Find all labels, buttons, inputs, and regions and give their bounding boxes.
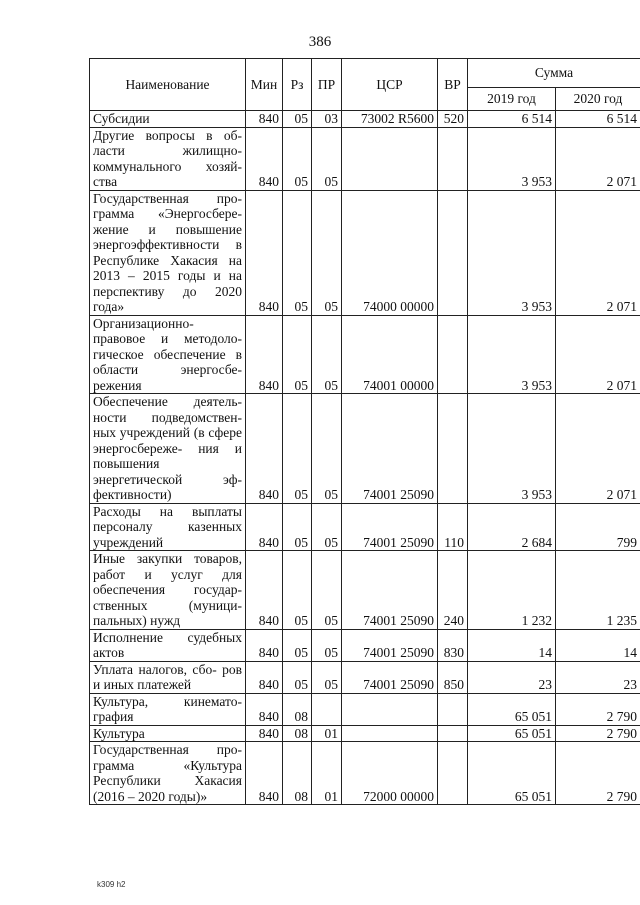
table-row [90, 111, 640, 128]
row-pr: 03 [312, 111, 342, 128]
table-body [90, 111, 640, 805]
row-name: Культура [90, 725, 246, 742]
header-name: Наименование [90, 59, 246, 111]
row-name: Расходы на выплаты персоналу казенных учреждений [90, 503, 246, 551]
row-pr: 05 [312, 629, 342, 661]
row-vr: 110 [438, 503, 468, 551]
row-vr [438, 190, 468, 315]
table-row [90, 693, 640, 725]
row-sum-2019: 14 [468, 629, 556, 661]
row-sum-2020: 2 790 [556, 693, 640, 725]
row-csr: 74000 00000 [342, 190, 438, 315]
row-min: 840 [246, 127, 283, 190]
row-pr: 05 [312, 394, 342, 504]
row-name: Исполнение судебных актов [90, 629, 246, 661]
row-vr: 520 [438, 111, 468, 128]
row-sum-2019: 1 232 [468, 551, 556, 630]
table-row [90, 661, 640, 693]
row-pr: 05 [312, 661, 342, 693]
header-year-2019: 2019 год [468, 88, 556, 111]
row-rz: 05 [283, 661, 312, 693]
row-sum-2020: 2 790 [556, 742, 640, 805]
table-row [90, 190, 640, 315]
row-sum-2020: 2 071 [556, 190, 640, 315]
row-sum-2020: 799 [556, 503, 640, 551]
row-sum-2019: 3 953 [468, 127, 556, 190]
row-sum-2019: 3 953 [468, 190, 556, 315]
row-min: 840 [246, 693, 283, 725]
row-sum-2019: 3 953 [468, 315, 556, 394]
row-name: Другие вопросы в об- ласти жилищно- коммунального хозяй- ства [90, 127, 246, 190]
row-csr: 74001 25090 [342, 503, 438, 551]
header-vr: ВР [438, 59, 468, 111]
header-year-2020: 2020 год [556, 88, 640, 111]
row-pr: 05 [312, 190, 342, 315]
row-vr: 240 [438, 551, 468, 630]
row-sum-2019: 6 514 [468, 111, 556, 128]
table-row [90, 629, 640, 661]
row-pr: 05 [312, 551, 342, 630]
row-csr [342, 127, 438, 190]
row-sum-2020: 2 790 [556, 725, 640, 742]
row-sum-2020: 14 [556, 629, 640, 661]
row-pr: 01 [312, 725, 342, 742]
footer-code: k309 h2 [97, 880, 126, 889]
row-rz: 05 [283, 111, 312, 128]
row-sum-2020: 2 071 [556, 394, 640, 504]
row-csr: 72000 00000 [342, 742, 438, 805]
row-min: 840 [246, 551, 283, 630]
row-sum-2020: 1 235 [556, 551, 640, 630]
row-name: Государственная про- грамма «Культура Республики Хакасия (2016 – 2020 годы)» [90, 742, 246, 805]
row-sum-2019: 65 051 [468, 693, 556, 725]
table-row [90, 503, 640, 551]
row-pr: 05 [312, 127, 342, 190]
row-sum-2020: 2 071 [556, 127, 640, 190]
row-csr: 74001 25090 [342, 661, 438, 693]
row-rz: 05 [283, 503, 312, 551]
row-csr [342, 693, 438, 725]
row-name: Культура, кинемато- графия [90, 693, 246, 725]
header-rz: Рз [283, 59, 312, 111]
row-name: Иные закупки товаров, работ и услуг для обеспечения государ- ственных (муници- пальных) нужд [90, 551, 246, 630]
row-vr: 850 [438, 661, 468, 693]
header-pr: ПР [312, 59, 342, 111]
row-rz: 05 [283, 551, 312, 630]
row-csr: 74001 00000 [342, 315, 438, 394]
row-min: 840 [246, 742, 283, 805]
row-rz: 08 [283, 725, 312, 742]
row-vr [438, 742, 468, 805]
row-sum-2020: 2 071 [556, 315, 640, 394]
row-vr [438, 394, 468, 504]
header-sum: Сумма [468, 59, 640, 88]
row-csr: 74001 25090 [342, 394, 438, 504]
row-csr: 74001 25090 [342, 629, 438, 661]
row-name: Организационно- правовое и методоло- гическое обеспечение в области энергосбе- режения [90, 315, 246, 394]
row-min: 840 [246, 629, 283, 661]
row-min: 840 [246, 111, 283, 128]
row-name: Уплата налогов, сбо- ров и иных платежей [90, 661, 246, 693]
row-rz: 05 [283, 629, 312, 661]
row-vr [438, 127, 468, 190]
row-csr: 73002 R5600 [342, 111, 438, 128]
row-rz: 08 [283, 693, 312, 725]
row-name: Обеспечение деятель- ности подведомствен- ных учреждений (в сфере энергосбереже- ния и повышения энергетической эф- фективности) [90, 394, 246, 504]
row-sum-2019: 65 051 [468, 742, 556, 805]
row-vr [438, 315, 468, 394]
row-min: 840 [246, 661, 283, 693]
row-min: 840 [246, 190, 283, 315]
row-sum-2019: 23 [468, 661, 556, 693]
row-rz: 05 [283, 315, 312, 394]
table-row [90, 315, 640, 394]
row-vr [438, 725, 468, 742]
page-number: 386 [308, 34, 332, 50]
row-min: 840 [246, 315, 283, 394]
table-row [90, 394, 640, 504]
row-sum-2019: 2 684 [468, 503, 556, 551]
row-min: 840 [246, 503, 283, 551]
table-row [90, 725, 640, 742]
row-rz: 05 [283, 394, 312, 504]
budget-table [89, 58, 640, 805]
row-min: 840 [246, 394, 283, 504]
row-sum-2019: 65 051 [468, 725, 556, 742]
row-sum-2020: 6 514 [556, 111, 640, 128]
row-rz: 05 [283, 127, 312, 190]
table-row [90, 551, 640, 630]
row-rz: 08 [283, 742, 312, 805]
row-csr [342, 725, 438, 742]
row-name: Субсидии [90, 111, 246, 128]
row-pr: 01 [312, 742, 342, 805]
row-pr: 05 [312, 503, 342, 551]
row-name: Государственная про- грамма «Энергосбере- жение и повышение энергоэффективности в Республике Хакасия на 2013 – 2015 годы и на перспективу до 2020 года» [90, 190, 246, 315]
table-row [90, 127, 640, 190]
table-row [90, 742, 640, 805]
row-csr: 74001 25090 [342, 551, 438, 630]
row-pr: 05 [312, 315, 342, 394]
row-vr: 830 [438, 629, 468, 661]
row-sum-2019: 3 953 [468, 394, 556, 504]
header-min: Мин [246, 59, 283, 111]
header-csr: ЦСР [342, 59, 438, 111]
row-min: 840 [246, 725, 283, 742]
row-pr [312, 693, 342, 725]
row-vr [438, 693, 468, 725]
row-sum-2020: 23 [556, 661, 640, 693]
row-rz: 05 [283, 190, 312, 315]
